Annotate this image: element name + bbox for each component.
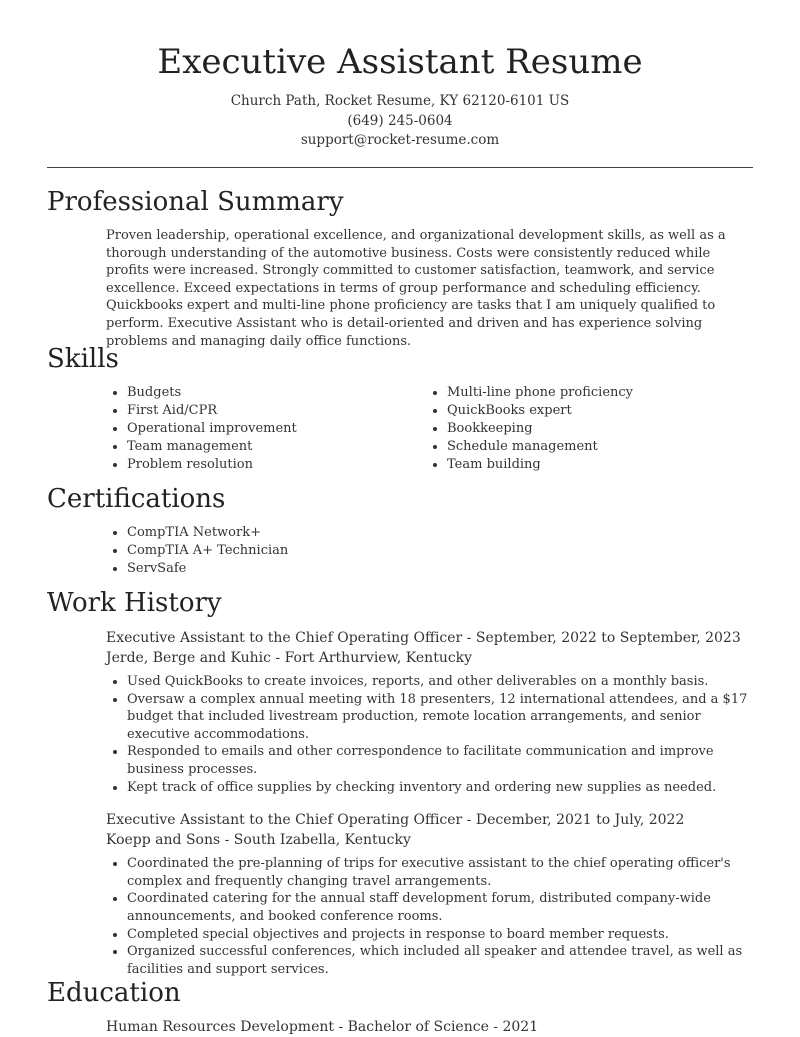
job-entry xyxy=(106,810,753,978)
resume-title: Executive Assistant Resume xyxy=(157,42,643,82)
resume-header xyxy=(0,0,800,151)
job-company: Koepp and Sons - South Izabella, Kentucky xyxy=(106,832,411,849)
job-bullet: • Coordinated catering for the annual staff development forum, distributed company-wide announcements, and booked conference rooms. xyxy=(127,890,753,925)
contact-email: support@rocket-resume.com xyxy=(300,132,500,148)
contact-address: Church Path, Rocket Resume, KY 62120-6101 US xyxy=(230,93,570,109)
summary-text: Proven leadership, operational excellence, and organizational development skills, as well as a thorough understanding of the automotive business. Costs were consistently reduced while profits were increased. Strongly committed to customer satisfaction, teamwork, and service excellence. Exceed expectations in terms of group performance and scheduling efficiency. Quickbooks expert and multi-line phone proficiency are tasks that I am uniquely qualified to perform. Executive Assistant who is detail-oriented and driven and has experience solving problems and managing daily office functions. xyxy=(106,228,726,349)
job-company: Jerde, Berge and Kuhic - Fort Arthurview, Kentucky xyxy=(106,650,473,666)
skills-column-left xyxy=(106,384,426,474)
skill-item: • Team building xyxy=(447,456,746,474)
summary-section xyxy=(47,186,753,350)
work-history-section xyxy=(47,587,753,978)
job-entry xyxy=(106,628,753,796)
job-bullet: • Coordinated the pre-planning of trips for executive assistant to the chief operating officer's complex and frequently changing travel arrangements. xyxy=(127,855,753,890)
skill-item: • Bookkeeping xyxy=(447,420,746,438)
certifications-heading: Certifications xyxy=(47,484,226,514)
skill-item: • Multi-line phone proficiency xyxy=(447,384,746,402)
summary-heading: Professional Summary xyxy=(47,187,344,217)
skill-item: • First Aid/CPR xyxy=(127,402,426,420)
skill-item: • Team management xyxy=(127,438,426,456)
skills-grid xyxy=(106,384,753,474)
skill-item: • Schedule management xyxy=(447,438,746,456)
skills-column-right xyxy=(426,384,746,474)
job-bullet: • Completed special objectives and projects in response to board member requests. xyxy=(127,926,753,944)
contact-info xyxy=(0,92,800,151)
header-divider xyxy=(47,167,753,168)
skills-heading: Skills xyxy=(47,344,119,374)
skill-item: • Operational improvement xyxy=(127,420,426,438)
education-heading: Education xyxy=(47,978,181,1008)
job-bullet: • Responded to emails and other correspondence to facilitate communication and improve business processes. xyxy=(127,743,753,778)
job-bullets xyxy=(106,673,753,796)
job-bullet: • Kept track of office supplies by checking inventory and ordering new supplies as needed. xyxy=(127,779,753,797)
job-title: Executive Assistant to the Chief Operating Officer - September, 2022 to September, 2023 xyxy=(106,630,741,646)
job-title: Executive Assistant to the Chief Operating Officer - December, 2021 to July, 2022 xyxy=(106,812,685,829)
job-bullets xyxy=(106,855,753,978)
work-history-heading: Work History xyxy=(47,588,222,618)
job-bullet: • Used QuickBooks to create invoices, reports, and other deliverables on a monthly basis. xyxy=(127,673,753,691)
contact-phone: (649) 245-0604 xyxy=(347,112,453,129)
job-bullet: • Organized successful conferences, which included all speaker and attendee travel, as well as facilities and support services. xyxy=(127,943,753,978)
skills-section xyxy=(47,343,753,474)
certification-item: • CompTIA A+ Technician xyxy=(127,542,753,560)
skill-item: • Problem resolution xyxy=(127,456,426,474)
certifications-section xyxy=(47,483,753,578)
skill-item: • QuickBooks expert xyxy=(447,402,746,420)
job-bullet: • Oversaw a complex annual meeting with 18 presenters, 12 international attendees, and a $17 budget that included livestream production, remote location arrangements, and senior executive accommodations. xyxy=(127,691,753,744)
certification-item: • ServSafe xyxy=(127,560,753,578)
skill-item: • Budgets xyxy=(127,384,426,402)
education-section xyxy=(47,977,753,1037)
certifications-list xyxy=(106,524,753,578)
certification-item: • CompTIA Network+ xyxy=(127,524,753,542)
education-entry: Human Resources Development - Bachelor of Science - 2021 xyxy=(106,1019,539,1035)
